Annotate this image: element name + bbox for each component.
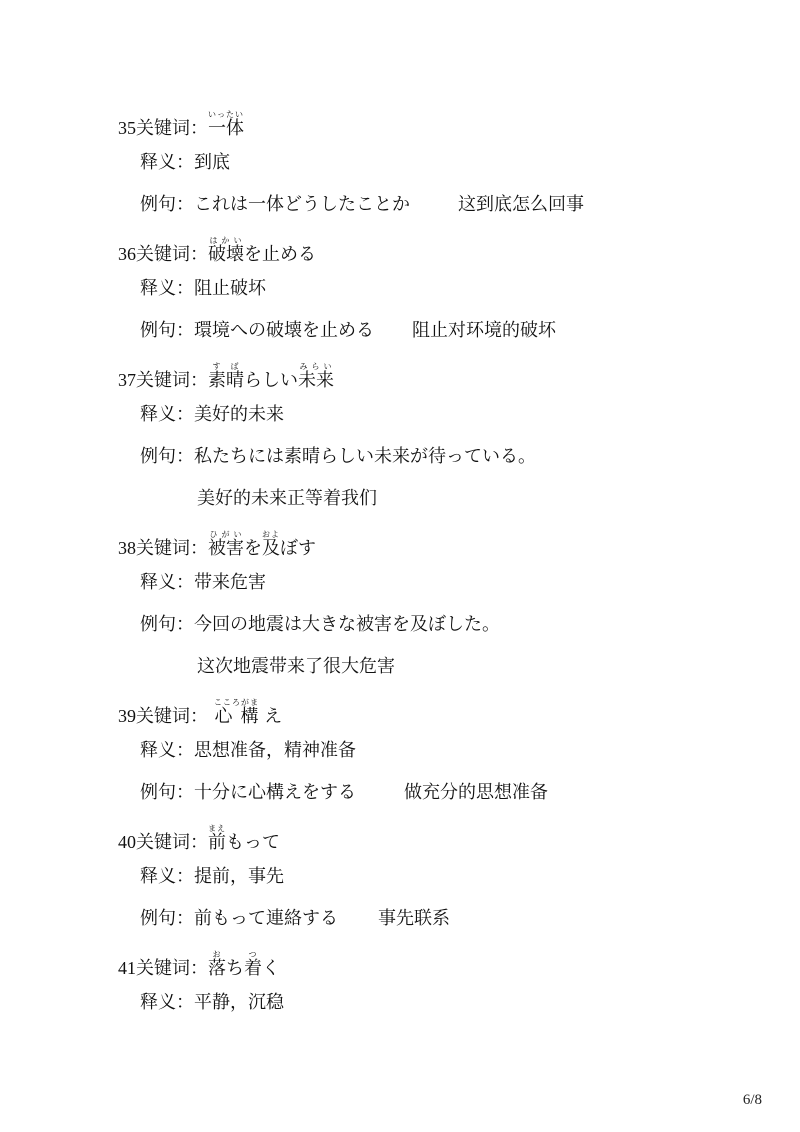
example-japanese: 今回の地震は大きな被害を及ぼした。 bbox=[194, 614, 500, 635]
example-japanese: 私たちには素晴らしい未来が待っている。 bbox=[194, 446, 536, 467]
entry-number: 39 bbox=[118, 706, 136, 726]
keyword-label: 关键词： bbox=[136, 706, 208, 727]
keyword-line-37 bbox=[118, 362, 334, 392]
example-line-35 bbox=[140, 194, 584, 216]
definition-text: 带来危害 bbox=[194, 572, 266, 593]
keyword-line-41 bbox=[118, 950, 280, 980]
keyword-term: 落お bbox=[208, 950, 226, 979]
keyword-okurigana: もって bbox=[226, 832, 280, 853]
example-japanese: 十分に心構えをする bbox=[194, 782, 356, 803]
definition-label: 释义： bbox=[140, 152, 194, 173]
keyword-label: 关键词： bbox=[136, 538, 208, 559]
entry-number: 35 bbox=[118, 118, 136, 138]
example-line-39 bbox=[140, 782, 548, 804]
keyword-label: 关键词： bbox=[136, 832, 208, 853]
keyword-line-35 bbox=[118, 110, 244, 140]
example-chinese: 这次地震带来了很大危害 bbox=[197, 656, 395, 677]
keyword-okurigana: ち bbox=[226, 958, 244, 979]
keyword-term: 素晴すば bbox=[208, 362, 244, 391]
example-chinese: 这到底怎么回事 bbox=[458, 194, 584, 215]
example-label: 例句： bbox=[140, 320, 194, 341]
definition-line-37 bbox=[140, 404, 284, 426]
definition-text: 平静，沉稳 bbox=[194, 992, 284, 1013]
keyword-term: 前まえ bbox=[208, 824, 226, 853]
definition-text: 思想准备，精神准备 bbox=[194, 740, 356, 761]
keyword-label: 关键词： bbox=[136, 370, 208, 391]
definition-line-35 bbox=[140, 152, 230, 174]
keyword-term: 着つ bbox=[244, 950, 262, 979]
definition-line-36 bbox=[140, 278, 266, 300]
definition-text: 提前，事先 bbox=[194, 866, 284, 887]
keyword-okurigana: らしい bbox=[244, 370, 298, 391]
keyword-term: 心 構こころがま bbox=[214, 698, 259, 727]
example-label: 例句： bbox=[140, 194, 194, 215]
entry-number: 37 bbox=[118, 370, 136, 390]
example-chinese: 美好的未来正等着我们 bbox=[197, 488, 377, 509]
definition-text: 阻止破坏 bbox=[194, 278, 266, 299]
entry-number: 41 bbox=[118, 958, 136, 978]
example-label: 例句： bbox=[140, 782, 194, 803]
definition-label: 释义： bbox=[140, 572, 194, 593]
example-translation-38 bbox=[197, 656, 395, 678]
keyword-line-36 bbox=[118, 236, 316, 266]
page-number: 6/8 bbox=[742, 1092, 762, 1108]
keyword-term: 及およ bbox=[262, 530, 280, 559]
keyword-label: 关键词： bbox=[136, 244, 208, 265]
example-japanese: これは一体どうしたことか bbox=[194, 194, 410, 215]
keyword-okurigana: を止める bbox=[244, 244, 316, 265]
example-chinese: 事先联系 bbox=[378, 908, 450, 929]
entry-number: 38 bbox=[118, 538, 136, 558]
keyword-okurigana: く bbox=[262, 958, 280, 979]
keyword-term: 一体いったい bbox=[208, 110, 244, 139]
keyword-label: 关键词： bbox=[136, 958, 208, 979]
definition-label: 释义： bbox=[140, 740, 194, 761]
keyword-term: 未来みらい bbox=[298, 362, 334, 391]
example-japanese: 前もって連絡する bbox=[194, 908, 338, 929]
example-translation-37 bbox=[197, 488, 377, 510]
keyword-label: 关键词： bbox=[136, 118, 208, 139]
definition-text: 美好的未来 bbox=[194, 404, 284, 425]
example-japanese: 環境への破壊を止める bbox=[194, 320, 374, 341]
example-line-40 bbox=[140, 908, 450, 930]
definition-label: 释义： bbox=[140, 278, 194, 299]
example-line-36 bbox=[140, 320, 556, 342]
definition-line-39 bbox=[140, 740, 356, 762]
keyword-line-39 bbox=[118, 698, 282, 728]
keyword-term: 被害ひがい bbox=[208, 530, 244, 559]
example-chinese: 做充分的思想准备 bbox=[404, 782, 548, 803]
example-chinese: 阻止对环境的破坏 bbox=[412, 320, 556, 341]
keyword-line-40 bbox=[118, 824, 280, 854]
entry-number: 40 bbox=[118, 832, 136, 852]
example-line-38 bbox=[140, 614, 500, 636]
keyword-okurigana: を bbox=[244, 538, 262, 559]
definition-label: 释义： bbox=[140, 992, 194, 1013]
entry-number: 36 bbox=[118, 244, 136, 264]
definition-line-38 bbox=[140, 572, 266, 594]
keyword-okurigana: え bbox=[258, 706, 283, 727]
definition-text: 到底 bbox=[194, 152, 230, 173]
definition-label: 释义： bbox=[140, 866, 194, 887]
example-label: 例句： bbox=[140, 446, 194, 467]
definition-line-41 bbox=[140, 992, 284, 1014]
definition-line-40 bbox=[140, 866, 284, 888]
keyword-okurigana: ぼす bbox=[280, 538, 316, 559]
example-label: 例句： bbox=[140, 614, 194, 635]
example-label: 例句： bbox=[140, 908, 194, 929]
example-line-37 bbox=[140, 446, 536, 468]
keyword-line-38 bbox=[118, 530, 316, 560]
definition-label: 释义： bbox=[140, 404, 194, 425]
keyword-term: 破壊はかい bbox=[208, 236, 244, 265]
